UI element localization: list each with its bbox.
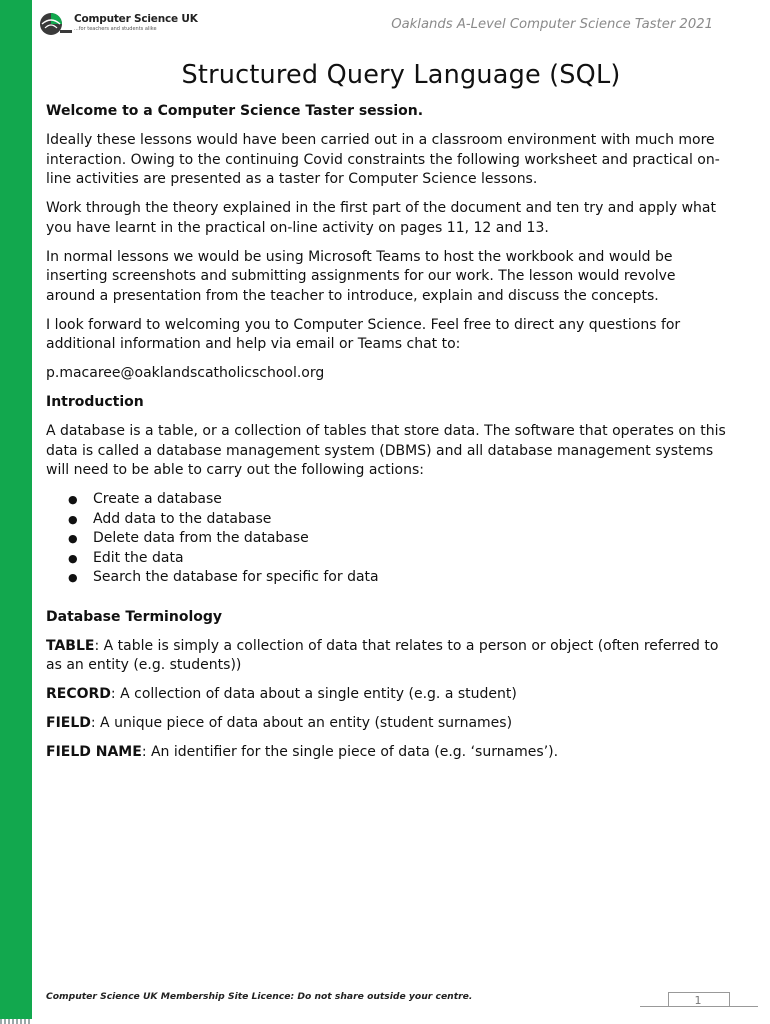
intro-paragraph-2: Work through the theory explained in the first part of the document and ten try and apply what you have learnt in the practical on-line activity on pages 11, 12 and 13. — [46, 200, 716, 236]
term-label: TABLE — [46, 637, 95, 654]
list-item-text: Add data to the database — [93, 510, 272, 527]
welcome-heading: Welcome to a Computer Science Taster session. — [46, 103, 424, 119]
contact-email: p.macaree@oaklandscatholicschool.org — [46, 365, 325, 381]
term-field-name — [46, 743, 728, 763]
logo — [38, 10, 198, 36]
term-definition: : An identifier for the single piece of data (e.g. ‘surnames’). — [141, 744, 559, 760]
term-definition: : A table is simply a collection of data that relates to a person or object (often referred to as an entity (e.g. students)) — [46, 637, 719, 673]
document-body — [46, 102, 728, 772]
term-label: FIELD NAME — [46, 744, 142, 760]
document-title: Structured Query Language (SQL) — [181, 60, 621, 90]
list-item — [46, 510, 728, 530]
intro-paragraph-4: I look forward to welcoming you to Computer Science. Feel free to direct any questions for additional information and help via email or Teams chat to: — [46, 316, 681, 352]
page-number: 1 — [694, 994, 702, 1007]
bullet-icon: ● — [68, 532, 78, 545]
term-label: FIELD — [46, 715, 91, 731]
licence-footer: Computer Science UK Membership Site Licence: Do not share outside your centre. — [46, 991, 473, 1002]
list-item-text: Delete data from the database — [93, 530, 309, 546]
term-record — [46, 685, 728, 705]
bullet-icon: ● — [68, 571, 78, 584]
term-definition: : A collection of data about a single entity (e.g. a student) — [110, 686, 517, 702]
list-item — [46, 549, 728, 569]
term-table — [46, 637, 728, 676]
list-item-text: Edit the data — [93, 549, 184, 566]
list-item — [46, 568, 728, 588]
list-item — [46, 529, 728, 549]
dbms-actions-list — [46, 490, 728, 588]
list-item-text: Search the database for specific for data — [93, 569, 379, 585]
bullet-icon: ● — [68, 551, 78, 565]
term-field — [46, 714, 728, 734]
introduction-heading: Introduction — [46, 394, 144, 410]
list-item — [46, 490, 728, 510]
green-side-bar — [0, 0, 32, 1022]
list-item-text: Create a database — [93, 491, 222, 507]
bottom-edge-marker — [0, 1019, 32, 1024]
logo-title: Computer Science UK — [74, 13, 198, 26]
introduction-text: A database is a table, or a collection of tables that store data. The software that operates on this data is called a database management system (DBMS) and all database management systems will need to be able to carry out the following actions: — [46, 423, 726, 478]
terminology-heading: Database Terminology — [46, 608, 223, 625]
bullet-icon: ● — [68, 512, 78, 526]
intro-paragraph-1: Ideally these lessons would have been carried out in a classroom environment with much more interaction. Owing to the continuing Covid constraints the following worksheet and practical on-line activities are presented as a taster for Computer Science lessons. — [46, 132, 720, 187]
bullet-icon: ● — [68, 493, 78, 506]
course-header: Oaklands A-Level Computer Science Taster 2021 — [391, 17, 713, 32]
term-definition: : A unique piece of data about an entity (student surnames) — [90, 715, 513, 731]
logo-subtitle: ...for teachers and students alike — [74, 25, 157, 32]
intro-paragraph-3: In normal lessons we would be using Microsoft Teams to host the workbook and would be inserting screenshots and submitting assignments for our work. The lesson would revolve around a presentation from the teacher to introduce, explain and discuss the concepts. — [46, 248, 676, 304]
term-label: RECORD — [46, 686, 111, 702]
logo-mark-icon — [38, 10, 72, 36]
